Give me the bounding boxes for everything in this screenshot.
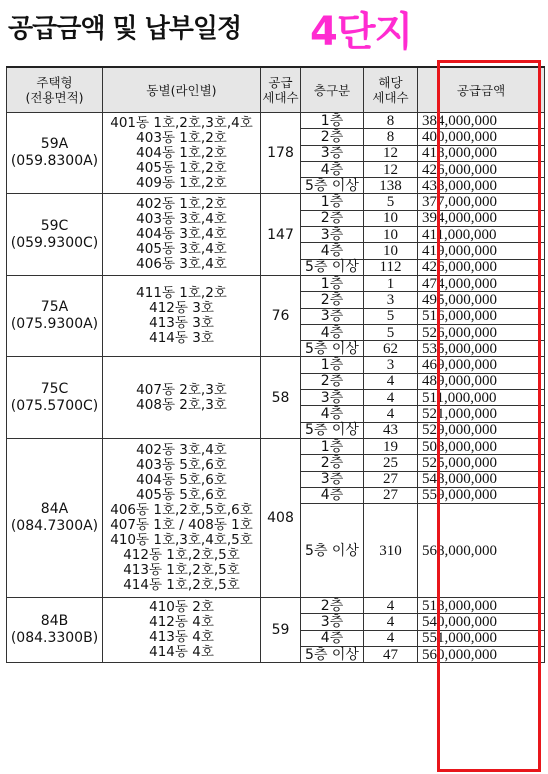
supply-units-cell: 408: [261, 438, 301, 597]
supply-price-cell: 548,000,000: [418, 471, 545, 487]
unit-count-cell: 5: [364, 308, 418, 324]
floor-cell: 2층: [301, 373, 364, 389]
floor-cell: 4층: [301, 161, 364, 177]
supply-price-cell: 535,000,000: [418, 341, 545, 357]
table-row: [7, 357, 545, 373]
unit-count-cell: 4: [364, 373, 418, 389]
supply-price-cell: 411,000,000: [418, 227, 545, 243]
supply-price-cell: 516,000,000: [418, 308, 545, 324]
unit-count-cell: 43: [364, 422, 418, 438]
floor-cell: 5층 이상: [301, 341, 364, 357]
unit-count-cell: 8: [364, 129, 418, 145]
floor-cell: 5층 이상: [301, 422, 364, 438]
floor-cell: 5층 이상: [301, 504, 364, 598]
supply-price-cell: 377,000,000: [418, 194, 545, 210]
unit-count-cell: 4: [364, 390, 418, 406]
floor-cell: 2층: [301, 455, 364, 471]
table-row: [7, 598, 545, 614]
supply-price-table: [6, 66, 545, 663]
complex-badge: 4단지: [310, 9, 413, 55]
floor-cell: 2층: [301, 210, 364, 226]
unit-count-cell: 4: [364, 614, 418, 630]
supply-price-cell: 521,000,000: [418, 406, 545, 422]
unit-count-cell: 12: [364, 145, 418, 161]
supply-price-cell: 400,000,000: [418, 129, 545, 145]
supply-price-cell: 433,000,000: [418, 178, 545, 194]
supply-price-cell: 568,000,000: [418, 504, 545, 598]
unit-count-cell: 310: [364, 504, 418, 598]
building-line-cell: 401동 1호,2호,3호,4호 403동 1호,2호 404동 1호,2호 405동 1호,2호 409동 1호,2호: [103, 113, 261, 194]
header-supply-price: 공급금액: [418, 67, 545, 113]
floor-cell: 2층: [301, 129, 364, 145]
unit-count-cell: 5: [364, 194, 418, 210]
housing-type-cell: 84A (084.7300A): [7, 438, 103, 597]
unit-count-cell: 27: [364, 471, 418, 487]
floor-cell: 1층: [301, 113, 364, 129]
supply-units-cell: 59: [261, 598, 301, 663]
floor-cell: 3층: [301, 308, 364, 324]
supply-price-cell: 551,000,000: [418, 630, 545, 646]
building-line-cell: 407동 2호,3호 408동 2호,3호: [103, 357, 261, 438]
unit-count-cell: 3: [364, 357, 418, 373]
supply-price-cell: 560,000,000: [418, 647, 545, 663]
building-line-cell: 402동 3호,4호 403동 5호,6호 404동 5호,6호 405동 5호,6호 406동 1호,2호,5호,6호 407동 1호 / 408동 1호 410동 1호,3호,4호,5호 412동 1호,2호,5호 413동 1호,2호,5호 414동 1호,2호,5호: [103, 438, 261, 597]
floor-cell: 1층: [301, 275, 364, 291]
supply-price-cell: 503,000,000: [418, 438, 545, 454]
table-body: [7, 113, 545, 663]
floor-cell: 4층: [301, 630, 364, 646]
floor-cell: 4층: [301, 324, 364, 340]
floor-cell: 5층 이상: [301, 259, 364, 275]
building-line-cell: 402동 1호,2호 403동 3호,4호 404동 3호,4호 405동 3호,4호 406동 3호,4호: [103, 194, 261, 275]
supply-price-cell: 525,000,000: [418, 455, 545, 471]
floor-cell: 4층: [301, 243, 364, 259]
unit-count-cell: 10: [364, 243, 418, 259]
floor-cell: 2층: [301, 292, 364, 308]
unit-count-cell: 10: [364, 210, 418, 226]
unit-count-cell: 62: [364, 341, 418, 357]
unit-count-cell: 4: [364, 630, 418, 646]
supply-price-cell: 518,000,000: [418, 598, 545, 614]
header-housing-type: 주택형 (전용면적): [7, 67, 103, 113]
unit-count-cell: 3: [364, 292, 418, 308]
unit-count-cell: 112: [364, 259, 418, 275]
unit-count-cell: 4: [364, 598, 418, 614]
supply-price-cell: 394,000,000: [418, 210, 545, 226]
unit-count-cell: 19: [364, 438, 418, 454]
housing-type-cell: 75A (075.9300A): [7, 275, 103, 356]
unit-count-cell: 138: [364, 178, 418, 194]
supply-price-cell: 495,000,000: [418, 292, 545, 308]
unit-count-cell: 5: [364, 324, 418, 340]
floor-cell: 3층: [301, 614, 364, 630]
supply-price-cell: 540,000,000: [418, 614, 545, 630]
header-unit-count: 해당 세대수: [364, 67, 418, 113]
page-title: 공급금액 및 납부일정: [8, 14, 242, 44]
supply-price-cell: 469,000,000: [418, 357, 545, 373]
building-line-cell: 410동 2호 412동 4호 413동 4호 414동 4호: [103, 598, 261, 663]
supply-units-cell: 147: [261, 194, 301, 275]
supply-units-cell: 76: [261, 275, 301, 356]
supply-price-cell: 511,000,000: [418, 390, 545, 406]
supply-price-cell: 526,000,000: [418, 324, 545, 340]
supply-price-cell: 426,000,000: [418, 161, 545, 177]
supply-price-cell: 474,000,000: [418, 275, 545, 291]
unit-count-cell: 47: [364, 647, 418, 663]
supply-units-cell: 58: [261, 357, 301, 438]
supply-price-cell: 419,000,000: [418, 243, 545, 259]
header-building-line: 동별(라인별): [103, 67, 261, 113]
floor-cell: 1층: [301, 357, 364, 373]
unit-count-cell: 10: [364, 227, 418, 243]
unit-count-cell: 27: [364, 487, 418, 503]
floor-cell: 3층: [301, 145, 364, 161]
floor-cell: 5층 이상: [301, 178, 364, 194]
header-supply-units: 공급 세대수: [261, 67, 301, 113]
floor-cell: 3층: [301, 390, 364, 406]
floor-cell: 3층: [301, 471, 364, 487]
floor-cell: 5층 이상: [301, 647, 364, 663]
housing-type-cell: 75C (075.5700C): [7, 357, 103, 438]
supply-price-cell: 384,000,000: [418, 113, 545, 129]
building-line-cell: 411동 1호,2호 412동 3호 413동 3호 414동 3호: [103, 275, 261, 356]
unit-count-cell: 8: [364, 113, 418, 129]
housing-type-cell: 84B (084.3300B): [7, 598, 103, 663]
table-row: [7, 438, 545, 454]
supply-price-cell: 426,000,000: [418, 259, 545, 275]
unit-count-cell: 12: [364, 161, 418, 177]
unit-count-cell: 1: [364, 275, 418, 291]
floor-cell: 4층: [301, 487, 364, 503]
supply-price-cell: 418,000,000: [418, 145, 545, 161]
header-floor: 층구분: [301, 67, 364, 113]
unit-count-cell: 4: [364, 406, 418, 422]
supply-price-cell: 489,000,000: [418, 373, 545, 389]
housing-type-cell: 59C (059.9300C): [7, 194, 103, 275]
floor-cell: 1층: [301, 438, 364, 454]
floor-cell: 3층: [301, 227, 364, 243]
floor-cell: 2층: [301, 598, 364, 614]
floor-cell: 4층: [301, 406, 364, 422]
unit-count-cell: 25: [364, 455, 418, 471]
table-row: [7, 113, 545, 129]
supply-price-cell: 529,000,000: [418, 422, 545, 438]
supply-price-cell: 559,000,000: [418, 487, 545, 503]
floor-cell: 1층: [301, 194, 364, 210]
supply-units-cell: 178: [261, 113, 301, 194]
table-row: [7, 275, 545, 291]
table-header-row: [7, 67, 545, 113]
housing-type-cell: 59A (059.8300A): [7, 113, 103, 194]
table-row: [7, 194, 545, 210]
